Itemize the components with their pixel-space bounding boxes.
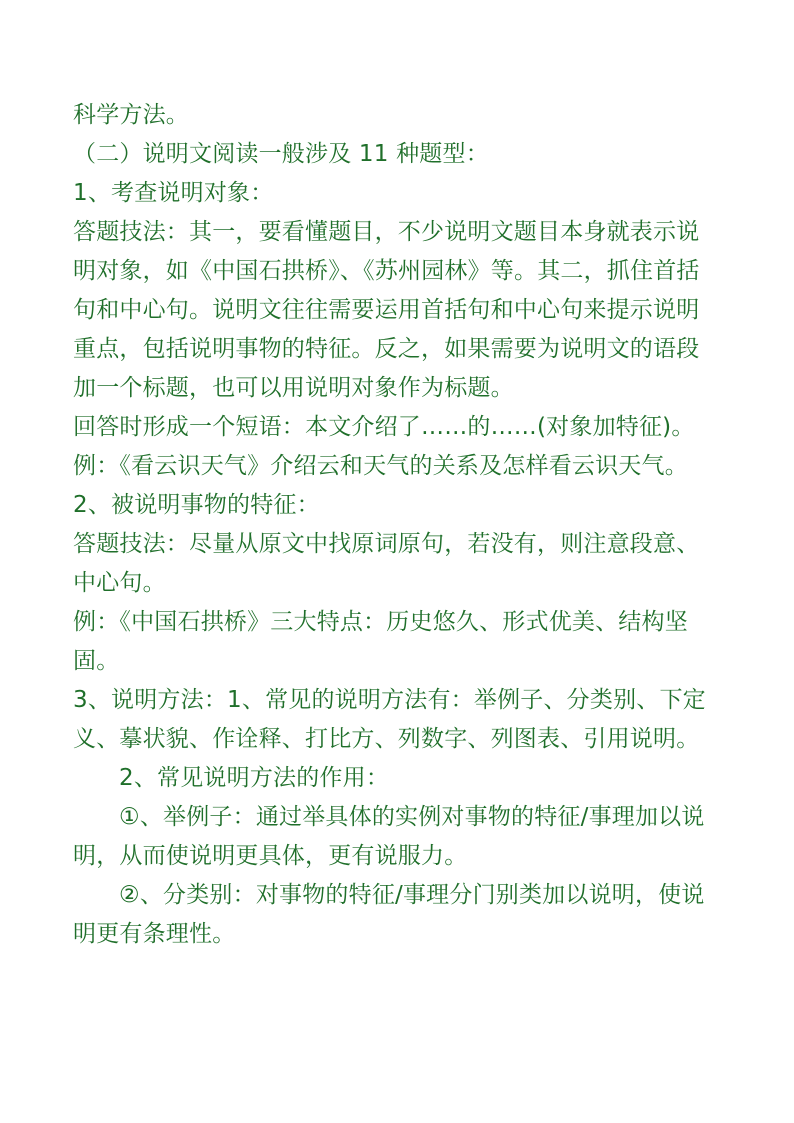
section-heading: （二）说明文阅读一般涉及 11 种题型：: [73, 141, 489, 167]
text-line: ①、举例子：通过举具体的实例对事物的特征/事理加以说: [119, 804, 705, 830]
text-line: 答题技法：其一，要看懂题目，不少说明文题目本身就表示说: [73, 219, 700, 245]
text-line: 科学方法。: [73, 102, 189, 128]
text-line: 加一个标题，也可以用说明对象作为标题。: [73, 375, 514, 401]
text-line: ②、分类别：对事物的特征/事理分门别类加以说明，使说: [119, 882, 705, 908]
text-line: 句和中心句。说明文往往需要运用首括句和中心句来提示说明: [73, 297, 700, 323]
text-line: 明对象，如《中国石拱桥》、《苏州园林》等。其二，抓住首括: [73, 258, 700, 284]
text-line: 固。: [73, 648, 120, 674]
document-body: [73, 96, 733, 954]
example-line: 例：《看云识天气》介绍云和天气的关系及怎样看云识天气。: [73, 453, 688, 479]
text-line: 答题技法：尽量从原文中找原词原句，若没有，则注意段意、: [73, 531, 700, 557]
text-line: 明更有条理性。: [73, 921, 236, 947]
text-line: 重点，包括说明事物的特征。反之，如果需要为说明文的语段: [73, 336, 700, 362]
text-line: 回答时形成一个短语：本文介绍了……的……(对象加特征)。: [73, 414, 695, 440]
text-line: 中心句。: [73, 570, 166, 596]
example-line: 例：《中国石拱桥》三大特点：历史悠久、形式优美、结构坚: [73, 609, 688, 635]
item-heading: 1、考查说明对象：: [73, 180, 274, 206]
text-line: 明，从而使说明更具体，更有说服力。: [73, 843, 468, 869]
sub-heading: 2、常见说明方法的作用：: [119, 765, 390, 791]
item-heading: 2、被说明事物的特征：: [73, 492, 320, 518]
text-line: 义、摹状貌、作诠释、打比方、列数字、列图表、引用说明。: [73, 726, 700, 752]
item-heading: 3、说明方法：1、常见的说明方法有：举例子、分类别、下定: [73, 687, 706, 713]
